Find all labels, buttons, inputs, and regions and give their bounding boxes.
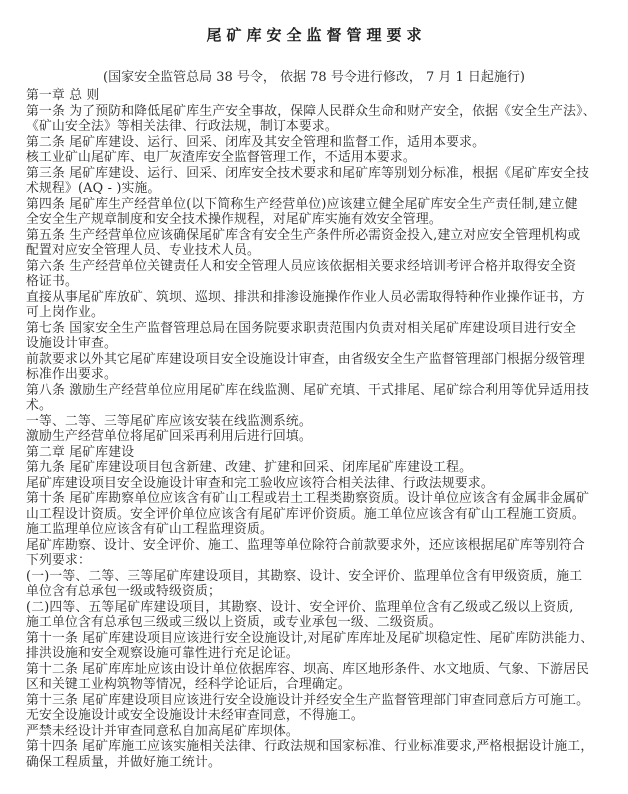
text-line: 格证书。 [26, 274, 78, 289]
document-title: 尾矿库安全监督管理要求 [206, 26, 427, 44]
text-line: 第二条 尾矿库建设、运行、回采、闭库及其安全管理和监督工作，适用本要求。 [26, 134, 486, 150]
text-line: 直接从事尾矿库放矿、筑坝、巡坝、排洪和排渗设施操作作业人员必需取得特种作业操作证书，方 [26, 289, 585, 305]
text-line: 第十二条 尾矿库库址应该由设计单位依据库容、坝高、库区地形条件、水文地质、气象、下游居民 [26, 661, 590, 677]
text-line: 激励生产经营单位将尾矿回采再利用后进行回填。 [26, 429, 312, 444]
text-line: 术规程》(AQ - )实施。 [26, 181, 161, 196]
text-line: 可上岗作业。 [26, 305, 104, 320]
text-line: 无安全设施设计或安全设施设计未经审查同意，不得施工。 [26, 708, 364, 723]
text-line: 第十一条 尾矿库建设项目应该进行安全设施设计,对尾矿库库址及尾矿坝稳定性、尾矿库防洪能力、 [26, 630, 594, 646]
text-line: 尾矿库勘察、设计、安全评价、施工、监理等单位除符合前款要求外，还应该根据尾矿库等别符合 [26, 537, 585, 553]
text-line: 全安全生产规章制度和安全技术操作规程，对尾矿库实施有效安全管理。 [26, 212, 442, 227]
text-line: 单位含有总承包一级或特级资质； [26, 584, 221, 599]
text-line: 一等、二等、三等尾矿库应该安装在线监测系统。 [26, 413, 312, 429]
text-line: 《矿山安全法》等相关法律、行政法规，制订本要求。 [26, 119, 338, 134]
text-line: 山工程设计资质。安全评价单位应该含有尾矿库评价资质。施工单位应该含有矿山工程施工资质。 [26, 506, 585, 522]
text-line: 确保工程质量，并做好施工统计。 [26, 754, 221, 770]
text-line: 第七条 国家安全生产监督管理总局在国务院要求职责范围内负责对相关尾矿库建设项目进行安全 [26, 320, 577, 336]
text-line: 严禁未经设计并审查同意私自加高尾矿库坝体。 [26, 723, 299, 739]
text-line: 前款要求以外其它尾矿库建设项目安全设施设计审查，由省级安全生产监督管理部门根据分级管理 [26, 351, 585, 367]
text-line: (二)四等、五等尾矿库建设项目，其勘察、设计、安全评价、监理单位含有乙级或乙级以上资质, [26, 599, 574, 615]
text-line: 标准作出要求。 [26, 367, 117, 382]
text-line: 排洪设施和安全观察设施可靠性进行充足论证。 [26, 646, 299, 661]
text-line: 第一章 总 则 [26, 88, 100, 103]
document-body [26, 88, 608, 770]
text-line: 配置对应安全管理人员、专业技术人员。 [26, 243, 260, 258]
text-line: 第六条 生产经营单位关键责任人和安全管理人员应该依据相关要求经培训考评合格并取得安全资 [26, 258, 577, 274]
text-line: 核工业矿山尾矿库、电厂灰渣库安全监督管理工作，不适用本要求。 [26, 150, 416, 165]
text-line: 第三条 尾矿库建设、运行、回采、闭库安全技术要求和尾矿库等别划分标准，根据《尾矿库安全技 [26, 165, 590, 181]
text-line: 施工监理单位应该含有矿山工程监理资质。 [26, 522, 273, 537]
text-line: 下列要求： [26, 553, 91, 568]
text-line: 第二章 尾矿库建设 [26, 444, 135, 460]
text-line: 第一条 为了预防和降低尾矿库生产安全事故，保障人民群众生命和财产安全，依据《安全生产法》、 [26, 103, 596, 119]
text-line: 第八条 激励生产经营单位应用尾矿库在线监测、尾矿充填、干式排尾、尾矿综合利用等优异适用技 [26, 382, 590, 398]
text-line: 术。 [26, 398, 52, 413]
text-line: 第十条 尾矿库勘察单位应该含有矿山工程或岩土工程类勘察资质。设计单位应该含有金属非金属矿 [26, 491, 590, 506]
text-line: 第四条 尾矿库生产经营单位(以下简称生产经营单位)应该建立健全尾矿库安全生产责任制,建立健 [26, 196, 578, 212]
document-subtitle: (国家安全监管总局 38 号令， 依据 78 号令进行修改， 7 月 1 日起施行) [103, 70, 525, 85]
text-line: 设施设计审查。 [26, 336, 117, 351]
text-line: 第五条 生产经营单位应该确保尾矿库含有安全生产条件所必需资金投入,建立对应安全管理机构或 [26, 227, 581, 243]
text-line: 第十三条 尾矿库建设项目应该进行安全设施设计并经安全生产监督管理部门审查同意后方可施工。 [26, 692, 590, 708]
text-line: (一)一等、二等、三等尾矿库建设项目，其勘察、设计、安全评价、监理单位含有甲级资质，施工 [26, 568, 583, 584]
text-line: 第十四条 尾矿库施工应该实施相关法律、行政法规和国家标准、行业标准要求,严格根据设计施工， [26, 739, 594, 754]
text-line: 区和关键工业构筑物等情况，经科学论证后，合理确定。 [26, 677, 351, 692]
text-line: 尾矿库建设项目安全设施设计审查和完工验收应该符合相关法律、行政法规要求。 [26, 475, 494, 491]
text-line: 第九条 尾矿库建设项目包含新建、改建、扩建和回采、闭库尾矿库建设工程。 [26, 460, 473, 475]
text-line: 施工单位含有总承包三级或三级以上资质，或专业承包一级、二级资质。 [26, 615, 442, 630]
